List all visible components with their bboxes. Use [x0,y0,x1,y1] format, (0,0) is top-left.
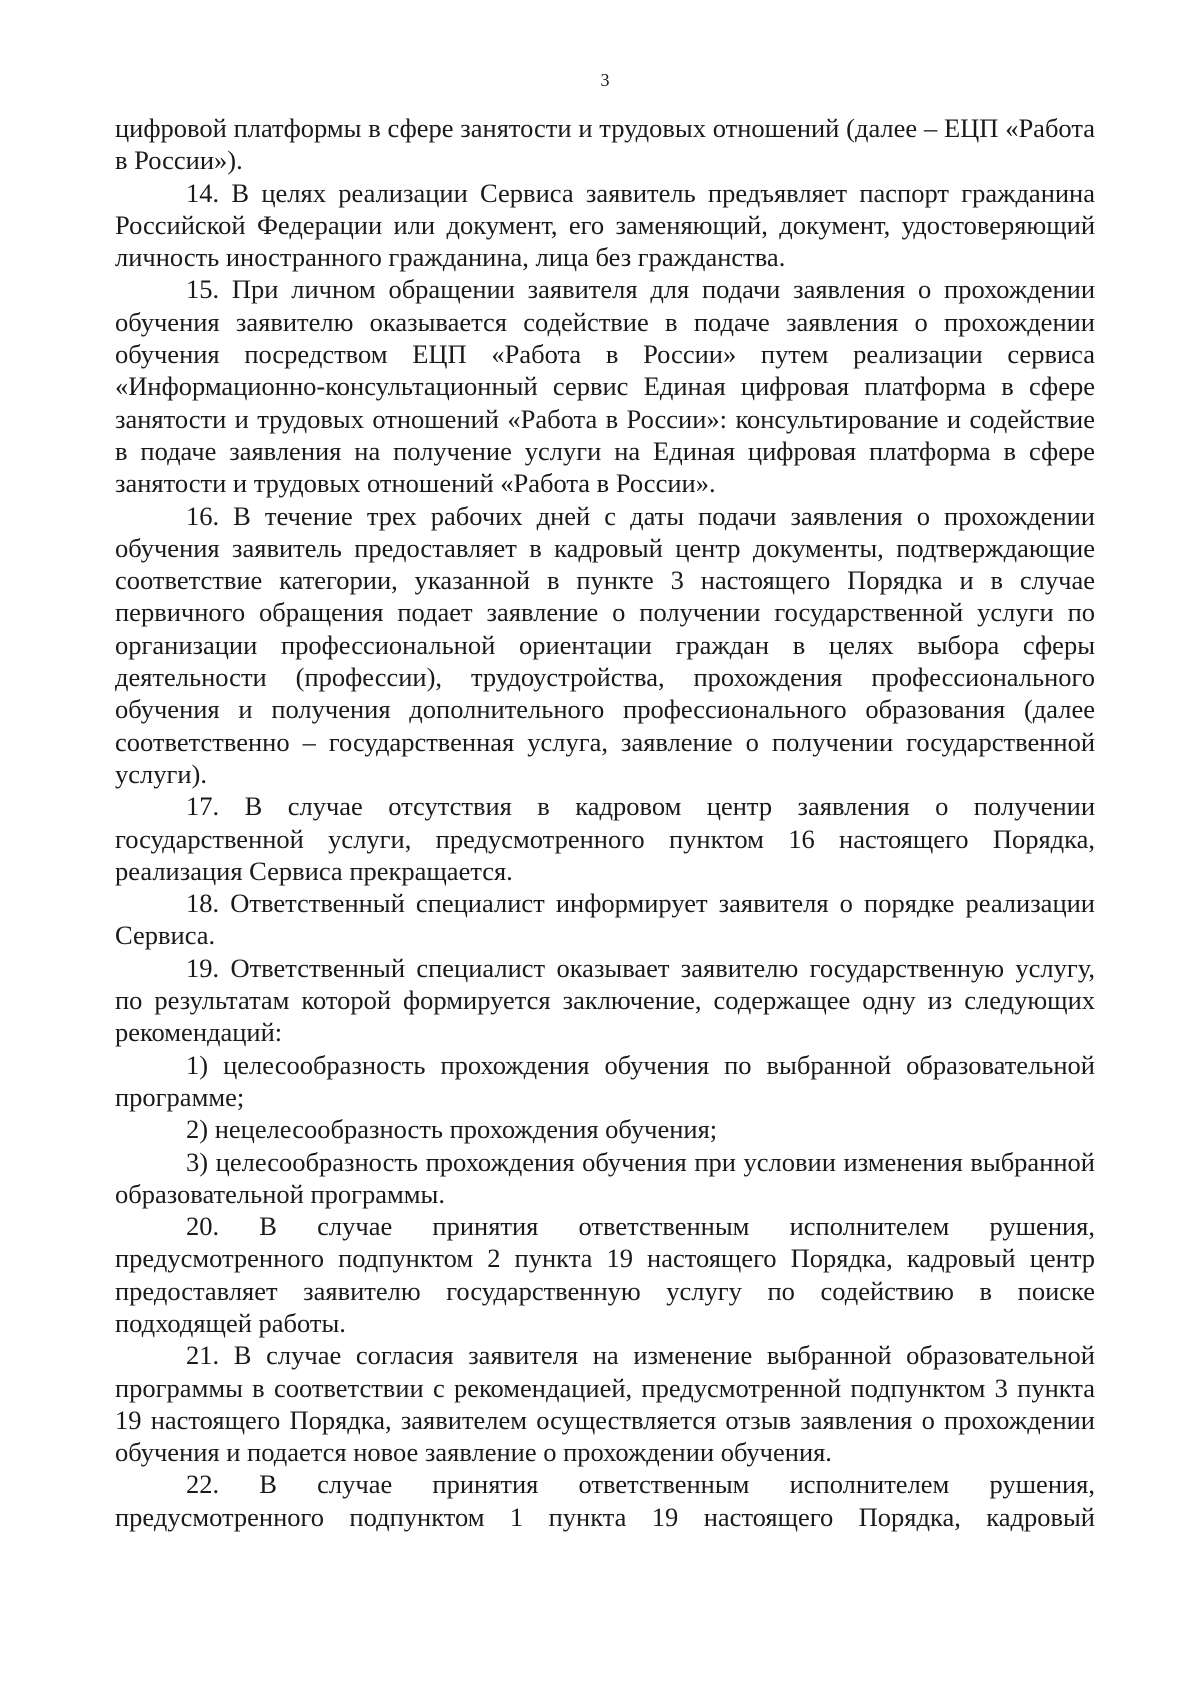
paragraph-20: 20. В случае принятия ответственным исполнителем рушения, предусмотренного подпунктом 2 пункта 19 настоящего Порядка, кадровый центр предоставляет заявителю государственную услугу по содействию в поиске подходящей работы. [115,1211,1095,1338]
paragraph-continuation: цифровой платформы в сфере занятости и трудовых отношений (далее – ЕЦП «Работа в России»). [115,113,1095,176]
document-body [115,112,1095,1533]
page-number: 3 [600,70,610,90]
document-page [115,70,1095,1533]
list-item-3: 3) целесообразность прохождения обучения при условии изменения выбранной образовательной программы. [115,1146,1095,1209]
paragraph-16: 16. В течение трех рабочих дней с даты подачи заявления о прохождении обучения заявитель предоставляет в кадровый центр документы, подтверждающие соответствие категории, указанной в пункте 3 настоящего Порядка и в случае первичного обращения подает заявление о получении государственной услуги по организации профессиональной ориентации граждан в целях выбора сферы деятельности (профессии), трудоустройства, прохождения профессионального обучения и получения дополнительного профессионального образования (далее соответственно – государственная услуга, заявление о получении государственной услуги). [115,500,1095,789]
paragraph-17: 17. В случае отсутствия в кадровом центр заявления о получении государственной услуги, предусмотренного пунктом 16 настоящего Порядка, реализация Сервиса прекращается. [115,791,1095,886]
paragraph-21: 21. В случае согласия заявителя на изменение выбранной образовательной программы в соответствии с рекомендацией, предусмотренной подпунктом 3 пункта 19 настоящего Порядка, заявителем осуществляется отзыв заявления о прохождении обучения и подается новое заявление о прохождении обучения. [115,1340,1095,1468]
paragraph-18: 18. Ответственный специалист информирует заявителя о порядке реализации Сервиса. [115,888,1095,951]
list-item-2: 2) нецелесообразность прохождения обучения; [186,1114,718,1145]
list-item-1: 1) целесообразность прохождения обучения по выбранной образовательной программе; [115,1049,1095,1112]
paragraph-19: 19. Ответственный специалист оказывает заявителю государственную услугу, по результатам которой формируется заключение, содержащее одну из следующих рекомендаций: [115,952,1095,1048]
paragraph-15: 15. При личном обращении заявителя для подачи заявления о прохождении обучения заявителю оказывается содействие в подаче заявления о прохождении обучения посредством ЕЦП «Работа в России» путем реализации сервиса «Информационно-консультационный сервис Единая цифровая платформа в сфере занятости и трудовых отношений «Работа в России»: консультирование и содействие в подаче заявления на получение услуги на Единая цифровая платформа в сфере занятости и трудовых отношений «Работа в России». [115,274,1095,499]
paragraph-14: 14. В целях реализации Сервиса заявитель предъявляет паспорт гражданина Российской Федерации или документ, его заменяющий, документ, удостоверяющий личность иностранного гражданина, лица без гражданства. [115,177,1095,273]
paragraph-22: 22. В случае принятия ответственным исполнителем рушения, предусмотренного подпунктом 1 пункта 19 настоящего Порядка, кадровый [115,1469,1095,1532]
